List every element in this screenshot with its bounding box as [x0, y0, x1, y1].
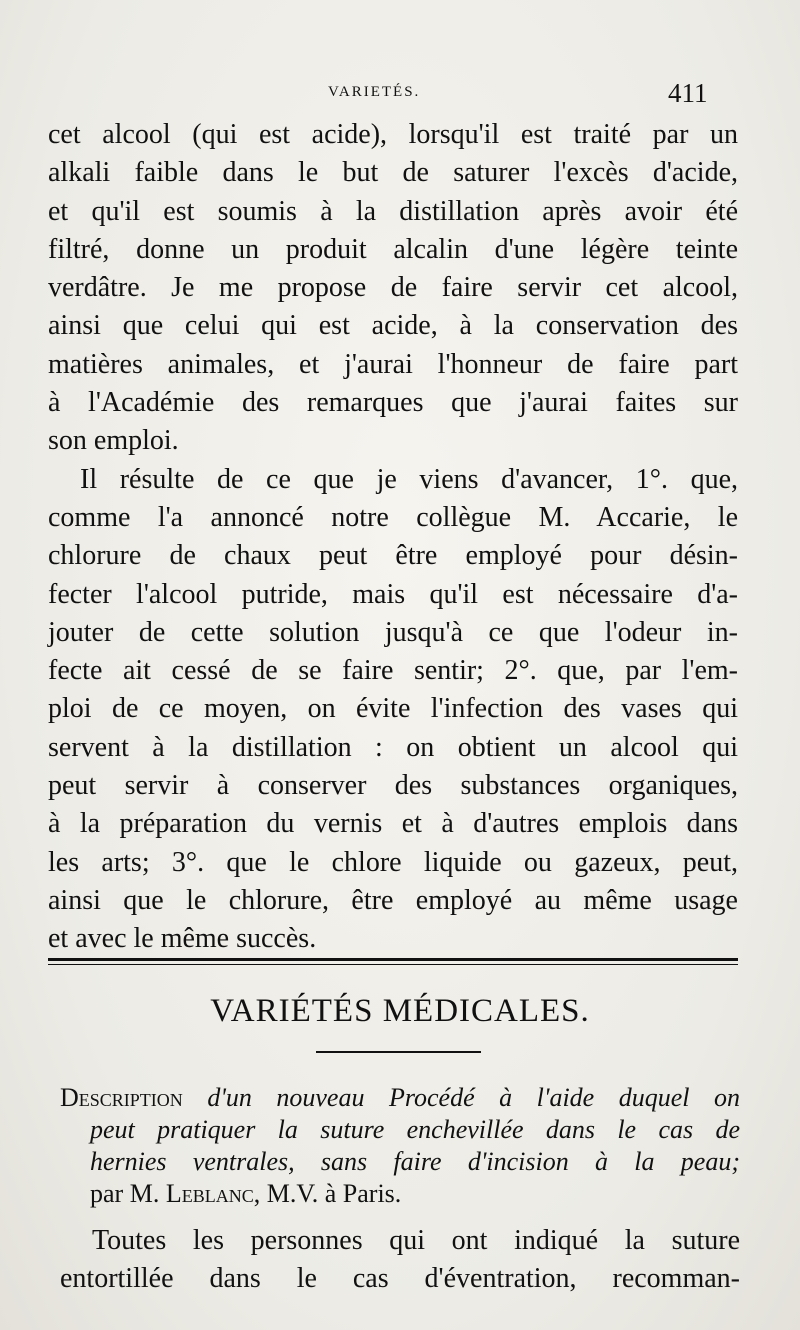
article-author-line [60, 1178, 740, 1210]
text-line: et avec le même succès. [48, 923, 317, 955]
article-title-part: hernies ventrales, sans faire d'incision à la peau; [90, 1147, 740, 1176]
running-head-title: VARIETÉS. [328, 84, 421, 100]
text-line: peut servir à conserver des substances organiques, [48, 770, 738, 802]
article-heading-line [60, 1114, 740, 1146]
author-name: Leblanc [165, 1179, 254, 1208]
text-line: chlorure de chaux peut être employé pour désin- [48, 540, 738, 572]
text-line: cet alcool (qui est acide), lorsqu'il est traité par un [48, 119, 738, 150]
text-line: alkali faible dans le but de saturer l'excès d'acide, [48, 157, 738, 189]
text-line: entortillée dans le cas d'éventration, recomman- [60, 1263, 740, 1295]
divider-thick-rule [48, 958, 738, 961]
text-line: jouter de cette solution jusqu'à ce que l'odeur in- [48, 616, 738, 648]
text-line: Il résulte de ce que je viens d'avancer, 1°. que, [80, 463, 738, 495]
text-line: verdâtre. Je me propose de faire servir cet alcool, [48, 272, 738, 304]
title-underline-rule [316, 1051, 481, 1053]
author-suffix: , M.V. à Paris. [253, 1179, 402, 1208]
text-line: fecter l'alcool putride, mais qu'il est nécessaire d'a- [48, 578, 738, 610]
article-title-part: d'un nouveau Procédé à l'aide duquel on [207, 1083, 741, 1112]
body-text [48, 116, 738, 959]
article-heading [60, 1082, 740, 1210]
text-line: servent à la distillation : on obtient un alcool qui [48, 731, 738, 763]
text-line: les arts; 3°. que le chlore liquide ou gazeux, peut, [48, 846, 738, 878]
text-line: à la préparation du vernis et à d'autres emplois dans [48, 808, 738, 840]
text-line: matières animales, et j'aurai l'honneur de faire part [48, 348, 738, 380]
article-heading-line [60, 1082, 740, 1114]
text-line: Toutes les personnes qui ont indiqué la suture [92, 1225, 740, 1256]
text-line: ainsi que le chlorure, être employé au même usage [48, 884, 738, 916]
text-line: ainsi que celui qui est acide, à la conservation des [48, 310, 738, 342]
section-divider [48, 958, 738, 965]
text-line: comme l'a annoncé notre collègue M. Accarie, le [48, 501, 738, 533]
paragraph-1 [48, 116, 738, 461]
text-line: filtré, donne un produit alcalin d'une légère teinte [48, 233, 738, 265]
author-prefix: par M. [90, 1179, 160, 1208]
running-head [0, 78, 800, 112]
section-title: VARIÉTÉS MÉDICALES. [210, 993, 590, 1029]
article-lead: Description [60, 1083, 183, 1112]
article-title-part: peut pratiquer la suture enchevillée dans le cas de [90, 1115, 740, 1144]
text-line: à l'Académie des remarques que j'aurai faites sur [48, 387, 738, 419]
article-heading-line [60, 1146, 740, 1178]
text-line: ploi de ce moyen, on évite l'infection des vases qui [48, 693, 738, 725]
page-number: 411 [668, 78, 708, 108]
article-body [60, 1222, 740, 1299]
text-line: et qu'il est soumis à la distillation après avoir été [48, 195, 738, 227]
paragraph-2 [48, 461, 738, 959]
text-line: fecte ait cessé de se faire sentir; 2°. que, par l'em- [48, 655, 738, 687]
divider-thin-rule [48, 964, 738, 965]
text-line: son emploi. [48, 425, 179, 457]
